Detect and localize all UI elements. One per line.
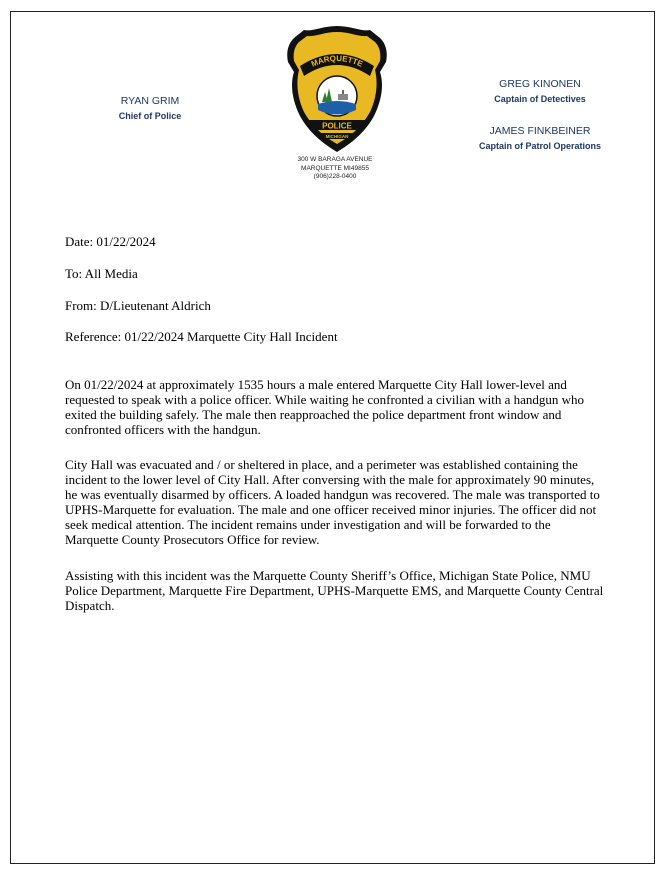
memo-from: From: D/Lieutenant Aldrich xyxy=(65,298,211,313)
captain-patrol-name: JAMES FINKBEINER xyxy=(489,125,591,137)
captain-detectives-title: Captain of Detectives xyxy=(494,94,586,104)
body-paragraph-3: Assisting with this incident was the Marquette County Sheriff’s Office, Michigan State Police, NMU Police Department, Marquette Fire Department, UPHS-Marquette EMS, and Marquette County Central Dispatch. xyxy=(65,568,604,613)
body-paragraph-2: City Hall was evacuated and / or sheltered in place, and a perimeter was established containing the incident to the lower level of City Hall. After conversing with the male for approximately 90 minutes, he was eventually disarmed by officers. A loaded handgun was recovered. The male was transported to UPHS-Marquette for evaluation. The male and one officer received minor injuries. The officer did not seek medical attention. The incident remains under investigation and will be forwarded to the Marquette County Prosecutors Office for review. xyxy=(65,457,600,547)
badge-middle-text: POLICE xyxy=(322,121,352,131)
chief-name: RYAN GRIM xyxy=(120,95,180,107)
captain-detectives-name: GREG KINONEN xyxy=(499,78,581,90)
memo-to: To: All Media xyxy=(65,266,138,281)
body-paragraph-1: On 01/22/2024 at approximately 1535 hours a male entered Marquette City Hall lower-level and requested to speak with a police officer. While waiting he confronted a civilian with a handgun who exited the building safely. The male then reapproached the police department front window and confronted officers with the handgun. xyxy=(65,377,585,437)
department-address xyxy=(280,156,390,182)
chief-title: Chief of Police xyxy=(118,111,182,121)
badge-top-text: MARQUETTE xyxy=(309,53,365,69)
address-line-2: MARQUETTE MI49855 xyxy=(301,164,369,172)
address-line-1: 300 W BARAGA AVENUE xyxy=(297,156,373,163)
memo-reference: Reference: 01/22/2024 Marquette City Hall Incident xyxy=(65,329,338,344)
badge-bottom-text: MICHIGAN xyxy=(325,134,349,139)
address-line-3: (906)228-0400 xyxy=(313,173,357,180)
captain-patrol-title: Captain of Patrol Operations xyxy=(478,141,601,151)
memo-date: Date: 01/22/2024 xyxy=(65,234,156,249)
police-badge-logo xyxy=(282,24,392,154)
